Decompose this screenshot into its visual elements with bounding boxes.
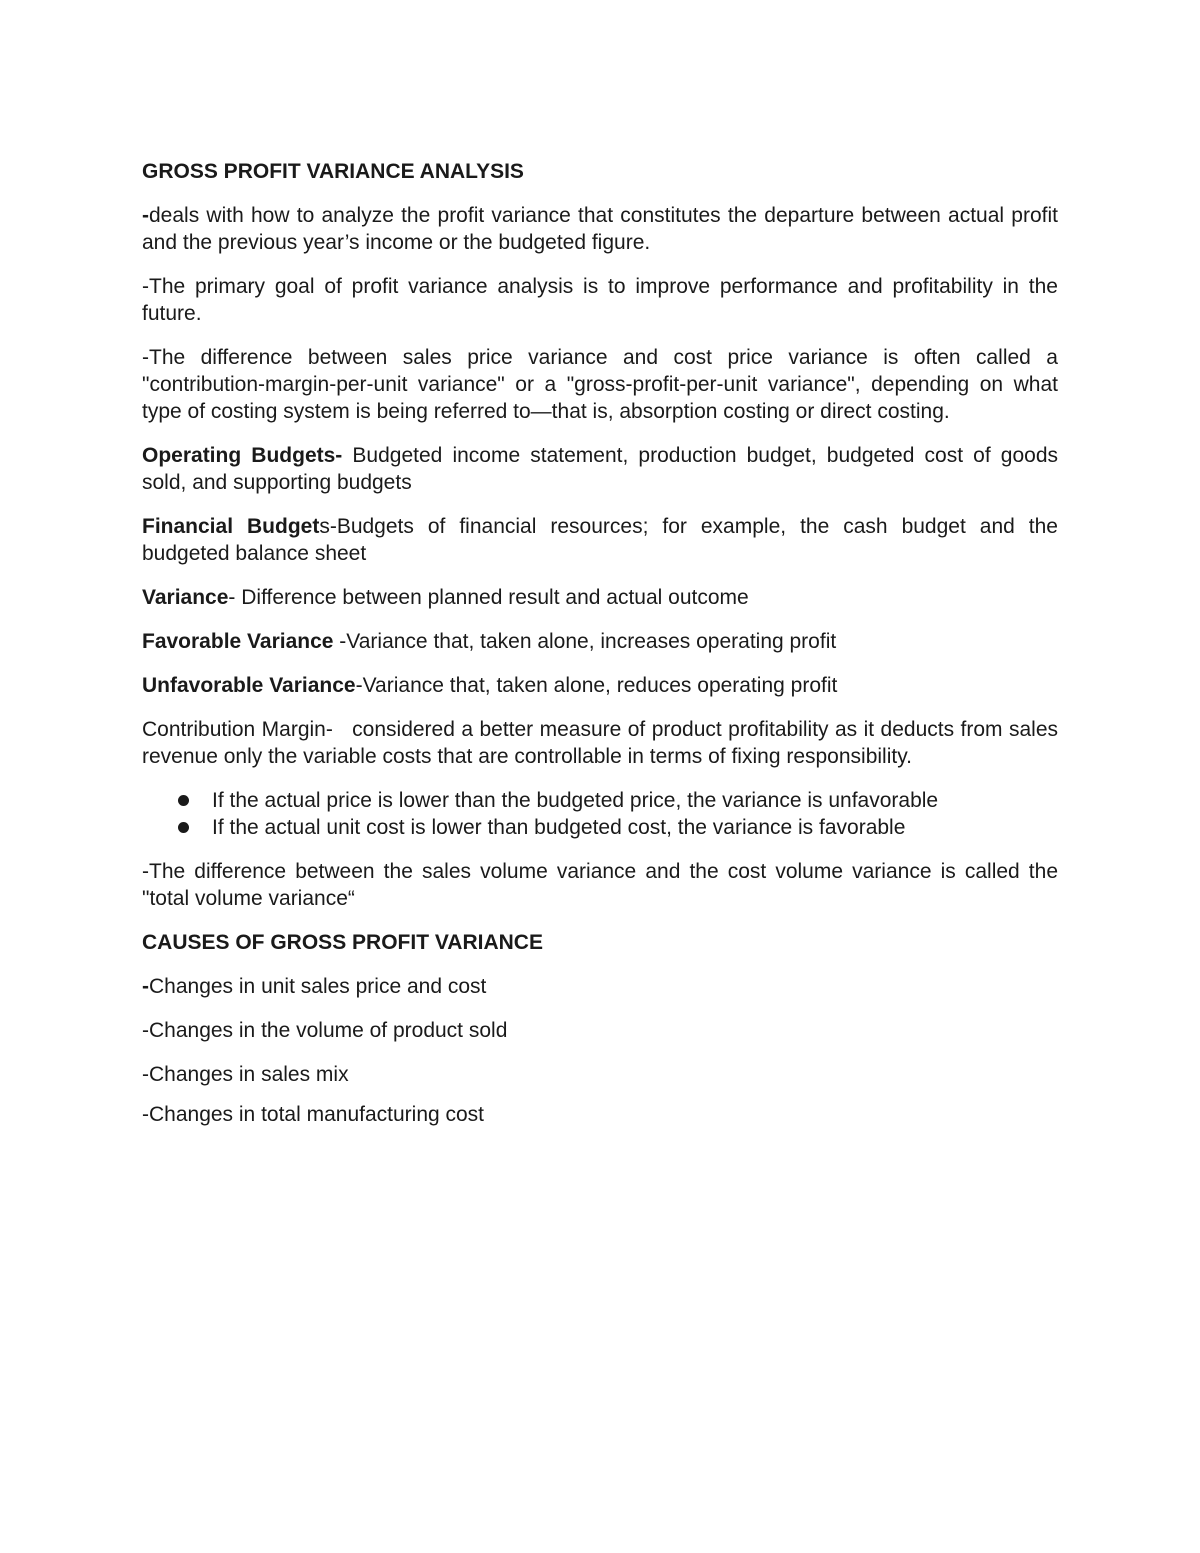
document-page bbox=[142, 158, 1064, 1145]
term-definition: Budgeted income statement, production budget, budgeted cost of goods sold, and supporting budgets bbox=[142, 444, 1058, 494]
dash-marker: - bbox=[142, 975, 149, 998]
cause-item-2: -Changes in the volume of product sold bbox=[142, 1019, 508, 1042]
term-financial-budgets bbox=[142, 513, 1058, 567]
term-label: Financial Budget bbox=[142, 515, 320, 538]
intro-paragraph-3: -The difference between sales price variance and cost price variance is often called a "contribution-margin-per-unit variance" or a "gross-profit-per-unit variance", depending on what type of costing system is being referred to—that is, absorption costing or direct costing. bbox=[142, 346, 1058, 423]
bullet-list bbox=[142, 787, 1058, 841]
term-label: Unfavorable Variance bbox=[142, 674, 356, 697]
intro-text-1: deals with how to analyze the profit variance that constitutes the departure between actual profit and the previous year’s income or the budgeted figure. bbox=[142, 204, 1058, 254]
bullet-icon bbox=[178, 795, 189, 806]
intro-paragraph-2: -The primary goal of profit variance analysis is to improve performance and profitability in the future. bbox=[142, 275, 1058, 325]
intro-paragraph-1 bbox=[142, 202, 1058, 256]
term-label: Favorable Variance bbox=[142, 630, 334, 653]
term-definition: s-Budgets of financial resources; for example, the cash budget and the budgeted balance sheet bbox=[142, 515, 1058, 565]
cause-text: Changes in unit sales price and cost bbox=[149, 975, 487, 998]
term-unfavorable-variance bbox=[142, 672, 1058, 699]
dash-marker: - bbox=[142, 204, 149, 227]
term-definition: -Variance that, taken alone, increases operating profit bbox=[333, 630, 837, 653]
term-operating-budgets bbox=[142, 442, 1058, 496]
bullet-icon bbox=[178, 822, 189, 833]
term-definition: -Variance that, taken alone, reduces operating profit bbox=[355, 674, 838, 697]
term-label: Operating Budgets- bbox=[142, 444, 343, 467]
term-variance bbox=[142, 584, 1058, 611]
bullet-text: If the actual price is lower than the budgeted price, the variance is unfavorable bbox=[212, 789, 939, 812]
term-favorable-variance bbox=[142, 628, 1058, 655]
term-label: Variance bbox=[142, 586, 229, 609]
cause-item-4: -Changes in total manufacturing cost bbox=[142, 1103, 485, 1126]
causes-heading: CAUSES OF GROSS PROFIT VARIANCE bbox=[142, 931, 543, 954]
cause-item-3: -Changes in sales mix bbox=[142, 1063, 349, 1086]
contribution-margin-paragraph: Contribution Margin- considered a better measure of product profitability as it deducts from sales revenue only the variable costs that are controllable in terms of fixing responsibility. bbox=[142, 718, 1064, 768]
list-item bbox=[142, 787, 1058, 814]
bullet-text: If the actual unit cost is lower than budgeted cost, the variance is favorable bbox=[212, 816, 906, 839]
term-definition: - Difference between planned result and actual outcome bbox=[228, 586, 749, 609]
list-item bbox=[142, 814, 1058, 841]
document-title: GROSS PROFIT VARIANCE ANALYSIS bbox=[142, 160, 524, 183]
total-volume-paragraph: -The difference between the sales volume variance and the cost volume variance is called the "total volume variance“ bbox=[142, 860, 1058, 910]
cause-item-1 bbox=[142, 973, 1058, 1000]
